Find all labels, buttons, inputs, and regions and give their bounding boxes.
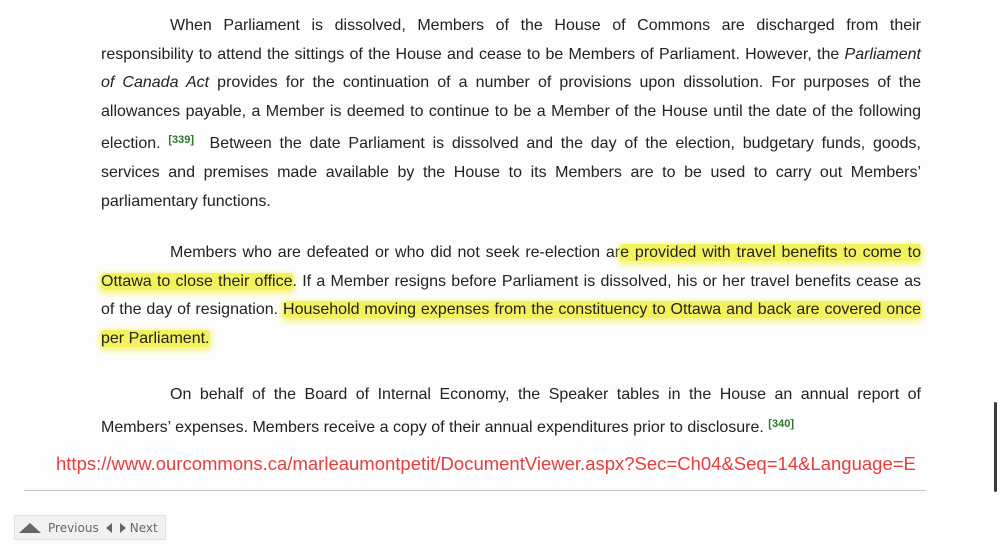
act-title: Parliament of Canada Act [101,45,921,92]
page-navigation [14,515,166,540]
next-label: Next [129,520,158,535]
left-arrow-icon [106,523,112,533]
highlight-moving-expenses: Household moving expenses from the constituency to Ottawa and back are covered once per Parliament. [101,301,921,347]
paragraph-text: When Parliament is dissolved, Members of the House of Commons are discharged from their responsibility to attend the sittings of the House and cease to be Members of Parliament. However, the [101,17,921,63]
paragraph-text: provides for the continuation of a number of provisions upon dissolution. For purposes of the allowances payable, a Member is deemed to continue to be a Member of the House until the date of the following election. [101,74,921,153]
up-arrow-icon[interactable] [19,523,41,533]
paragraph-annual-report [101,381,921,442]
paragraph-defeated-members [101,239,921,353]
source-url: https://www.ourcommons.ca/marleaumontpetit/DocumentViewer.aspx?Sec=Ch04&Seq=14&Language=E [56,453,916,474]
paragraph-text: On behalf of the Board of Internal Economy, the Speaker tables in the House an annual report of Members’ expenses. Members receive a copy of their annual expenditures prior to disclosure. [101,386,921,436]
paragraph-text: Members who are defeated or who did not seek re-election ar [170,244,621,261]
next-button[interactable] [120,521,158,535]
right-arrow-icon [120,523,126,533]
highlight-text: e [620,244,630,261]
divider [24,490,926,491]
paragraph-text: . If a Member resigns before Parliament is dissolved, his or her travel benefits cease as of the day of resignation. [101,272,921,319]
previous-button[interactable] [48,521,120,535]
highlight-text: provided with travel benefits to come to Ottawa to close their office [101,244,922,290]
footnote-link-340[interactable]: [340] [768,417,794,430]
paragraph-dissolution [101,12,921,216]
footnote-link-339[interactable]: [339] [168,134,195,147]
previous-label: Previous [48,520,99,535]
scrollbar[interactable] [994,402,997,492]
paragraph-text: Between the date Parliament is dissolved and the day of the election, budgetary funds, goods, services and premises made available by the House to its Members are to be used to carry out Members’ parliamentary functions. [101,135,921,210]
